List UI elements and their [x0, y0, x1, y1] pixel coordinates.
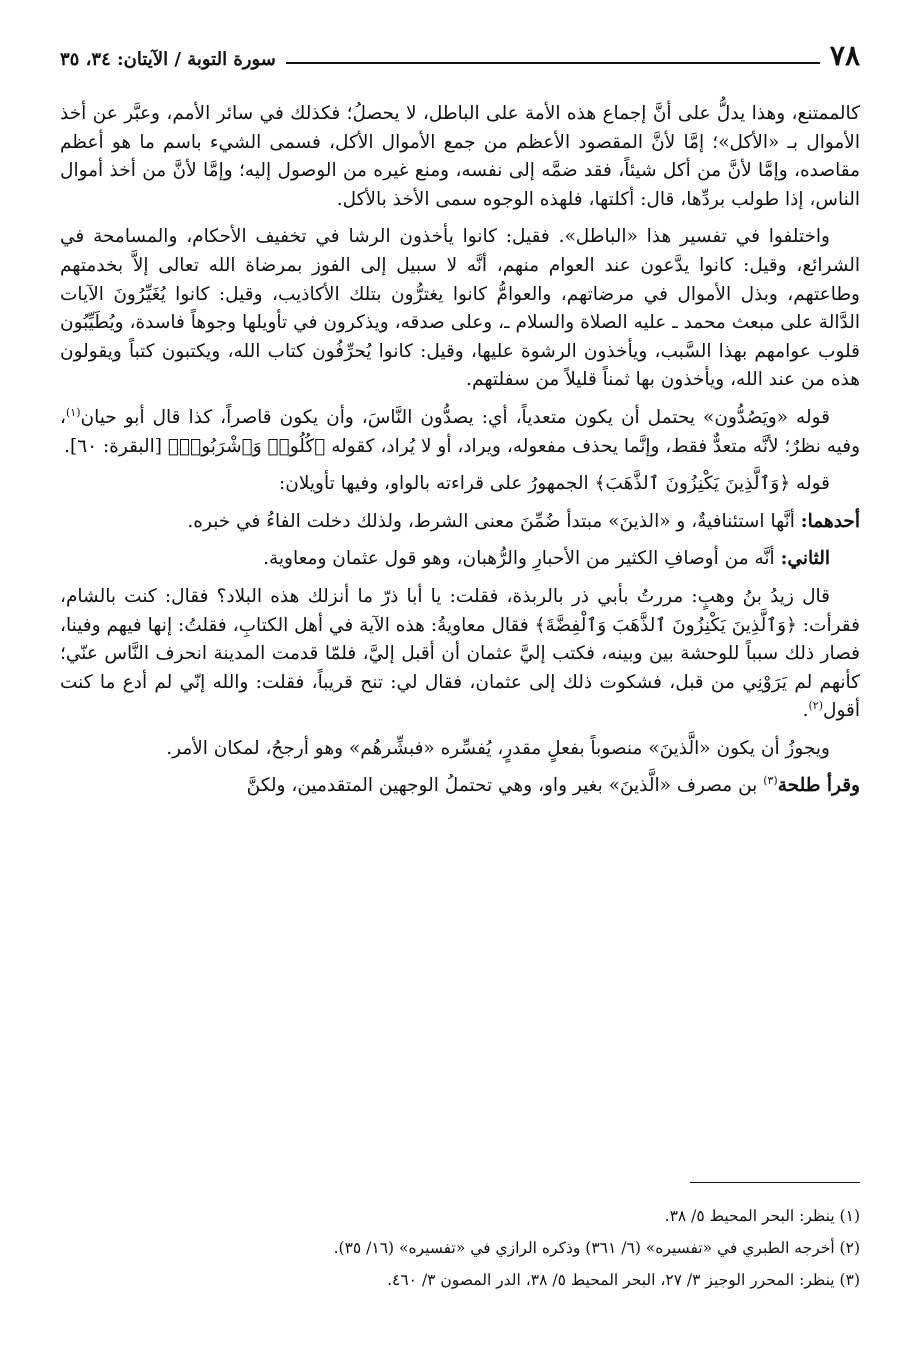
running-title: سورة التوبة / الآيتان: ٣٤، ٣٥ — [60, 49, 276, 70]
footnote-ref: (٣) — [763, 774, 778, 788]
paragraph-text: كالممتنع، وهذا يدلُّ على أنَّ إجماع هذه الأمة على الباطل، لا يحصلُ؛ فكذلك في سائر الأمم، وعبَّر عن أخذ الأموال بـ «الأكل»؛ إمَّا لأنَّ المقصود الأعظم من جمع الأموال الأكل، فسمى الشيء باسم ما هو أعظم مقاصده، وإمَّا لأنَّ من أكل شيئاً، فقد ضمَّه إلى نفسه، ومنع غيره من الوصول إليه؛ وإمَّا لأنَّ من أخذ أموال الناس، إذا طولب بردِّها، قال: أكلتها، فلهذه الوجوه سمى الأخذ بالأكل. — [60, 103, 860, 210]
footnotes — [60, 1200, 860, 1296]
paragraph-9 — [60, 772, 860, 801]
paragraph-1 — [60, 100, 860, 214]
paragraph-text: أنَّها استئنافيةٌ، و «الذينَ» مبتدأ ضُمِّنَ معنى الشرط، ولذلك دخلت الفاءُ في خبره. — [187, 510, 801, 532]
main-text — [60, 100, 860, 801]
footnote-ref: (٢) — [808, 699, 824, 713]
paragraph-6 — [60, 545, 860, 574]
page-number: ٧٨ — [829, 39, 860, 72]
header-rule — [286, 62, 820, 64]
paragraph-text: قوله ﴿وَٱلَّذِينَ يَكْنِزُونَ ٱلذَّهَبَ﴾ الجمهورُ على قراءته بالواو، وفيها تأويلان: — [279, 473, 830, 495]
paragraph-text: ، وفيه نظرٌ؛ لأنَّه متعدٌّ فقط، وإنَّما يحذف مفعوله، ويراد، أو لا يُراد، كقوله ﴿كُلُوا۟ وَٱشْرَبُوا۟﴾ [البقرة: ٦٠]. — [60, 406, 860, 457]
paragraph-text: ويجوزُ أن يكون «الَّذينَ» منصوباً بفعلٍ مقدرٍ، يُفسِّره «فبشِّرهُم» وهو أرجحُ، لمكان الأمر. — [166, 737, 830, 759]
footnote-3: (٣) ينظر: المحرر الوجيز ٣/ ٢٧، البحر المحيط ٥/ ٣٨، الدر المصون ٣/ ٤٦٠. — [387, 1271, 860, 1289]
paragraph-text: . — [802, 700, 809, 722]
paragraph-5 — [60, 508, 860, 537]
paragraph-lead: الثاني: — [780, 548, 830, 570]
footnote-ref: (١) — [65, 405, 81, 419]
paragraph-lead: أحدهما: — [800, 510, 860, 532]
paragraph-8 — [60, 735, 860, 764]
footnote-2: (٢) أخرجه الطبري في «تفسيره» (٦/ ٣٦١) وذكره الرازي في «تفسيره» (١٦/ ٣٥). — [333, 1239, 860, 1257]
page — [60, 36, 860, 810]
paragraph-2 — [60, 223, 860, 395]
footnote-separator — [690, 1182, 860, 1183]
paragraph-text: قوله «ويَصُدُّون» يحتمل أن يكون متعدياً، أي: يصدُّون النَّاسَ، وأن يكون قاصراً، كذا قال أبو حيان — [80, 406, 830, 428]
paragraph-3 — [60, 404, 860, 461]
paragraph-text: واختلفوا في تفسير هذا «الباطل». فقيل: كانوا يأخذون الرشا في تخفيف الأحكام، والمسامحة في الشرائع، وقيل: كانوا يدَّعون عند العوام منهم، أنَّه لا سبيل إلى الفوز بمرضاة الله تعالى إلاَّ بخدمتهم وطاعتهم، وبذل الأموال في مرضاتهم، والعوامُّ كانوا يغترُّون بتلك الأكاذيب، وقيل: كانوا يُغَيِّرُونَ الآيات الدَّالة على مبعث محمد ـ عليه الصلاة والسلام ـ، وعلى صدقه، ويذكرون في تأويلها وجوهاً فاسدة، ويُطَيِّبُون قلوب عوامهم بهذا السَّبب، ويأخذون الرشوة عليها، وقيل: كانوا يُحرِّفُون كتاب الله، ويكتبون كتباً ويقولون هذه من عند الله، ويأخذون بها ثمناً قليلاً من سفلتهم. — [60, 226, 860, 391]
running-header — [60, 36, 860, 70]
paragraph-lead: وقرأ طلحة — [777, 775, 860, 797]
paragraph-text: بن مصرف «الَّذينَ» بغير واو، وهي تحتملُ الوجهين المتقدمين، ولكنَّ — [246, 775, 764, 797]
paragraph-text: أنَّه من أوصافِ الكثير من الأحبارِ والرُّهبان، وهو قول عثمان ومعاوية. — [263, 548, 781, 570]
paragraph-text: قال زيدُ بنُ وهبٍ: مررتُ بأبي ذر بالربذة، فقلت: يا أبا ذرّ ما أنزلك هذه البلاد؟ فقال: كنت بالشام، فقرأت: ﴿وَٱلَّذِينَ يَكْنِزُونَ ٱلذَّهَبَ وَٱلْفِضَّةَ﴾ فقال معاويةُ: هذه الآية في أهل الكتابِ، فقلتُ: إنها فيهم وفينا، فصار ذلك سبباً للوحشة بين وبينه، فكتب إليَّ عثمان أن أقبل إليَّ، فلمّا قدمت المدينة انحرف النَّاس عنّي؛ كأنهم لم يَرَوْنِي من قبل، فشكوت ذلك إلى عثمان، فقال لي: تنح قريباً، فقلت: والله إنّي لم أدع ما كنت أقول — [60, 585, 860, 722]
paragraph-7 — [60, 583, 860, 726]
paragraph-4 — [60, 470, 860, 499]
footnote-1: (١) ينظر: البحر المحيط ٥/ ٣٨. — [664, 1207, 860, 1225]
